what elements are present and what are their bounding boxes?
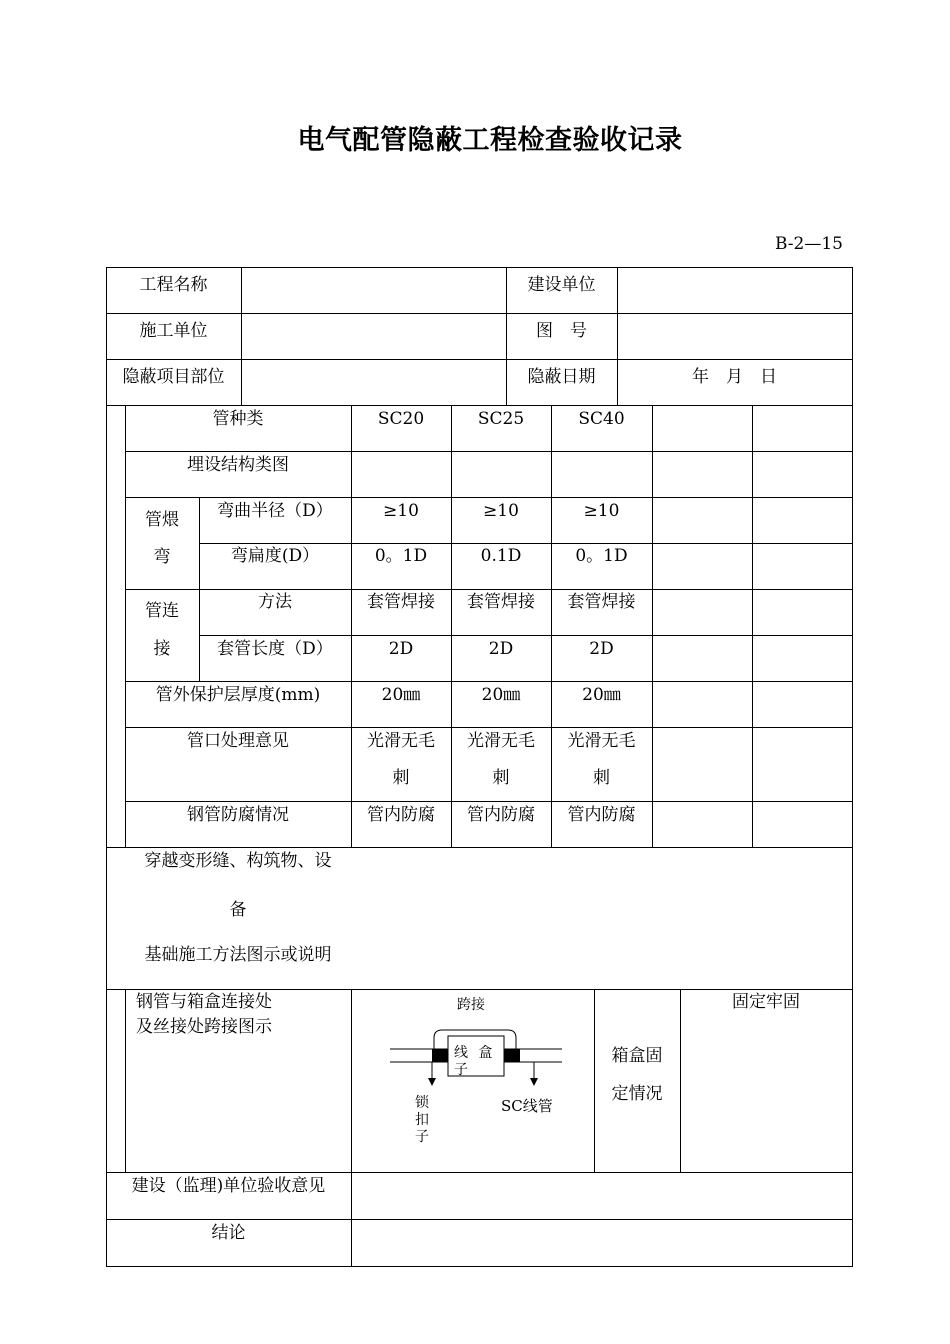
method-cell: 套管焊接 — [467, 592, 535, 612]
corrosion-cell: 管内防腐 — [567, 805, 636, 825]
crossing-label: 穿越变形缝、构筑物、设 — [144, 851, 332, 871]
box-connect-label: 及丝接处跨接图示 — [136, 1017, 272, 1037]
sleeve-length-cell: 2D — [388, 639, 414, 659]
flatness-cell: 0。1D — [575, 546, 628, 566]
pipe-type-cell: SC40 — [578, 409, 625, 429]
box-fix-label: 定情况 — [611, 1084, 663, 1104]
method-label: 方法 — [258, 592, 292, 612]
method-cell: 套管焊接 — [367, 592, 435, 612]
page-title: 电气配管隐蔽工程检查验收记录 — [297, 125, 683, 156]
pipe-type-cell: SC20 — [377, 409, 425, 429]
construction-unit-label: 施工单位 — [139, 321, 208, 341]
flatness-label: 弯扁度(D） — [230, 546, 320, 566]
pipe-type-cell: SC25 — [477, 409, 525, 429]
pipe-type-label: 管种类 — [212, 409, 264, 429]
form-code: B-2—15 — [775, 234, 843, 254]
bending-group-label: 管煨 — [145, 510, 179, 530]
crossing-label: 备 — [229, 900, 247, 920]
hidden-date-label: 隐蔽日期 — [527, 367, 596, 387]
drawing-no-label: 图 号 — [536, 321, 587, 341]
connection-group-label: 管连 — [145, 601, 179, 621]
crossing-label: 基础施工方法图示或说明 — [144, 945, 332, 965]
box-connect-label: 钢管与箱盒连接处 — [136, 992, 272, 1012]
cover-thickness-cell: 20㎜ — [381, 685, 421, 705]
mouth-treatment-cell: 刺 — [492, 768, 510, 788]
mouth-treatment-cell: 光滑无毛 — [367, 731, 435, 751]
bend-radius-cell: ≥10 — [583, 501, 620, 521]
connection-group-label: 接 — [153, 639, 171, 659]
method-cell: 套管焊接 — [567, 592, 636, 612]
hidden-date-value: 年 月 日 — [692, 367, 777, 387]
mouth-treatment-cell: 刺 — [392, 768, 410, 788]
sleeve-length-cell: 2D — [488, 639, 514, 659]
hidden-item-label: 隐蔽项目部位 — [122, 367, 225, 387]
conclusion-label: 结论 — [211, 1223, 246, 1243]
diagram-lock-nut-label: 锁 扣 子 — [415, 1095, 432, 1145]
bend-radius-cell: ≥10 — [383, 501, 419, 521]
corrosion-label: 钢管防腐情况 — [187, 805, 289, 825]
sleeve-length-label: 套管长度（D） — [217, 639, 333, 659]
cover-thickness-cell: 20㎜ — [582, 685, 621, 705]
acceptance-opinion-label: 建设（监理)单位验收意见 — [131, 1176, 326, 1196]
flatness-cell: 0.1D — [480, 546, 522, 566]
bend-radius-cell: ≥10 — [483, 501, 519, 521]
bending-group-label: 弯 — [153, 547, 171, 567]
diagram-box-label: 线 盒 子 — [454, 1045, 496, 1078]
box-fix-value: 固定牢固 — [732, 992, 800, 1012]
mouth-treatment-cell: 光滑无毛 — [567, 731, 636, 751]
diagram-jumper-label: 跨接 — [457, 997, 485, 1013]
box-fix-label: 箱盒固 — [611, 1046, 663, 1066]
corrosion-cell: 管内防腐 — [367, 805, 435, 825]
cover-thickness-label: 管外保护层厚度(mm) — [155, 685, 321, 705]
project-name-label: 工程名称 — [139, 275, 208, 295]
bend-radius-label: 弯曲半径（D） — [217, 501, 333, 521]
flatness-cell: 0。1D — [374, 546, 428, 566]
mouth-treatment-cell: 光滑无毛 — [467, 731, 535, 751]
cover-thickness-cell: 20㎜ — [481, 685, 521, 705]
corrosion-cell: 管内防腐 — [467, 805, 535, 825]
diagram-conduit-label: SC线管 — [501, 1097, 553, 1115]
structure-label: 埋设结构类图 — [187, 455, 289, 475]
sleeve-length-cell: 2D — [589, 639, 614, 659]
mouth-treatment-label: 管口处理意见 — [187, 731, 289, 751]
mouth-treatment-cell: 刺 — [593, 768, 610, 788]
builder-label: 建设单位 — [527, 275, 596, 295]
